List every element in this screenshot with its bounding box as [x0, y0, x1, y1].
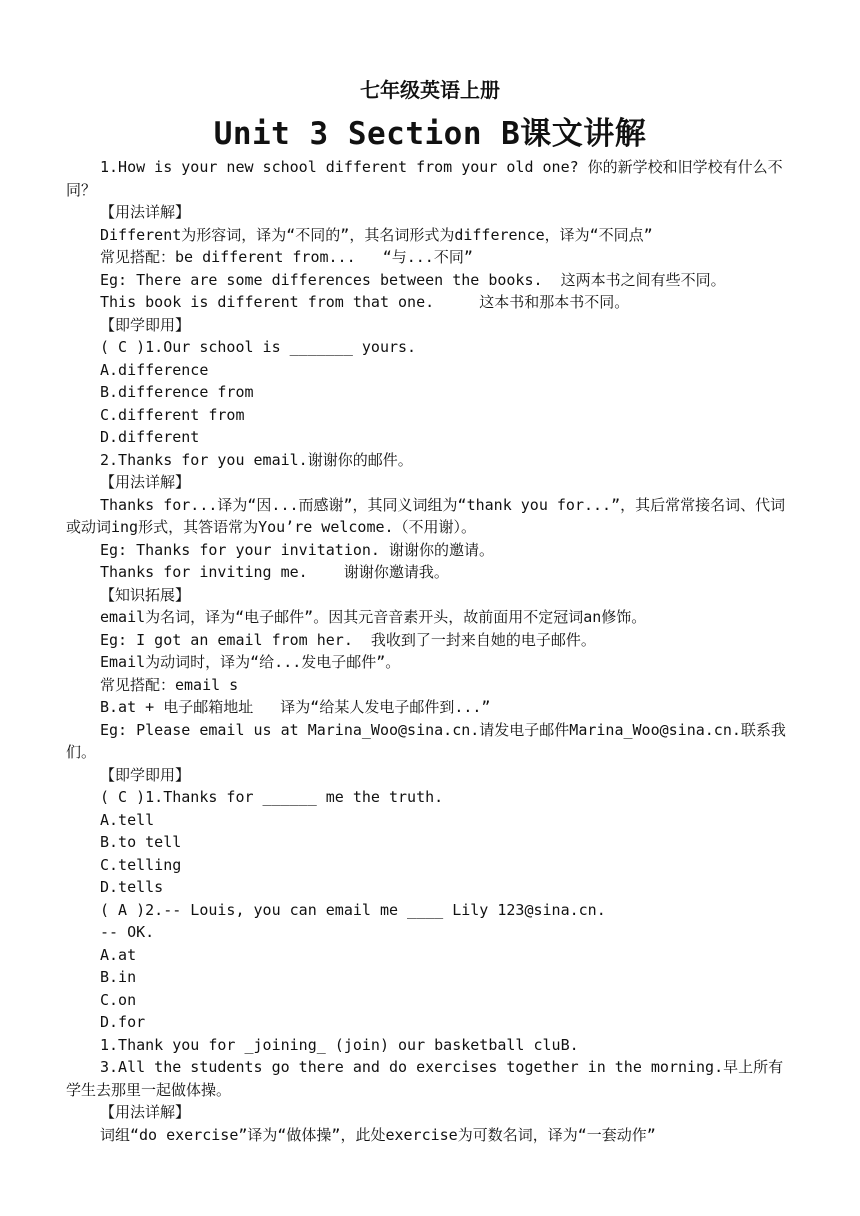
- text-line: 【用法详解】: [100, 1103, 191, 1121]
- text-line: A.difference: [100, 360, 209, 379]
- text-line: C.different from: [100, 405, 245, 424]
- text-line: A.at: [100, 945, 137, 964]
- text-line: 【即学即用】: [100, 315, 191, 334]
- text-line: D.different: [100, 428, 200, 446]
- text-line: Eg: Thanks for your invitation. 谢谢你的邀请。: [100, 540, 494, 559]
- text-line: C.telling: [100, 855, 182, 874]
- text-line: 【用法详解】: [100, 203, 191, 221]
- text-line: 3.All the students go there and do exercises together in the morning.早上所有学生去那里一起做体操。: [66, 1058, 784, 1099]
- text-line: Thanks for...译为“因...而感谢”，其同义词组为“thank you for...”，其后常常接名词、代词或动词ing形式，其答语常为You’re welcome.（不用谢）。: [66, 495, 786, 536]
- text-line: 【即学即用】: [100, 765, 191, 784]
- text-line: 常见搭配：be different from... “与...不同”: [100, 248, 473, 266]
- text-line: Thanks for inviting me. 谢谢你邀请我。: [100, 563, 449, 581]
- text-line: ( C )1.Our school is _______ yours.: [100, 338, 417, 356]
- text-line: Eg: Please email us at Marina_Woo@sina.cn.请发电子邮件Marina_Woo@sina.cn.联系我们。: [66, 720, 786, 761]
- text-line: B.to tell: [100, 833, 182, 851]
- text-line: 常见搭配：email s: [100, 675, 239, 694]
- text-line: B.difference from: [100, 383, 254, 401]
- text-line: C.on: [100, 990, 137, 1009]
- text-line: This book is different from that one. 这本书和那本书不同。: [100, 293, 630, 311]
- text-line: 词组“do exercise”译为“做体操”，此处exercise为可数名词，译为“一套动作”: [100, 1125, 656, 1144]
- text-line: Different为形容词，译为“不同的”，其名词形式为difference，译为“不同点”: [100, 225, 653, 244]
- document-title: Unit 3 Section B课文讲解: [213, 116, 647, 152]
- text-line: ( A )2.-- Louis, you can email me ____ Lily 123@sina.cn.: [100, 900, 606, 919]
- text-line: B.at + 电子邮箱地址 译为“给某人发电子邮件到...”: [100, 698, 491, 716]
- text-line: email为名词，译为“电子邮件”。因其元音音素开头，故前面用不定冠词an修饰。: [100, 608, 647, 626]
- text-line: Eg: There are some differences between the books. 这两本书之间有些不同。: [100, 270, 726, 289]
- document-body: [66, 156, 796, 1146]
- text-line: 【知识拓展】: [100, 585, 191, 604]
- text-line: 1.Thank you for _joining_ (join) our basketball cluB.: [100, 1035, 579, 1054]
- text-line: A.tell: [100, 810, 155, 829]
- text-line: ( C )1.Thanks for ______ me the truth.: [100, 788, 444, 806]
- text-line: Eg: I got an email from her. 我收到了一封来自她的电子邮件。: [100, 630, 596, 649]
- text-line: D.for: [100, 1013, 146, 1031]
- text-line: Email为动词时，译为“给...发电子邮件”。: [100, 653, 401, 671]
- text-line: 【用法详解】: [100, 473, 191, 491]
- text-line: B.in: [100, 968, 137, 986]
- document-subtitle: 七年级英语上册: [360, 78, 500, 102]
- text-line: 2.Thanks for you email.谢谢你的邮件。: [100, 450, 413, 469]
- text-line: -- OK.: [100, 923, 155, 941]
- text-line: D.tells: [100, 878, 164, 896]
- text-line: 1.How is your new school different from your old one? 你的新学校和旧学校有什么不同？: [66, 158, 783, 199]
